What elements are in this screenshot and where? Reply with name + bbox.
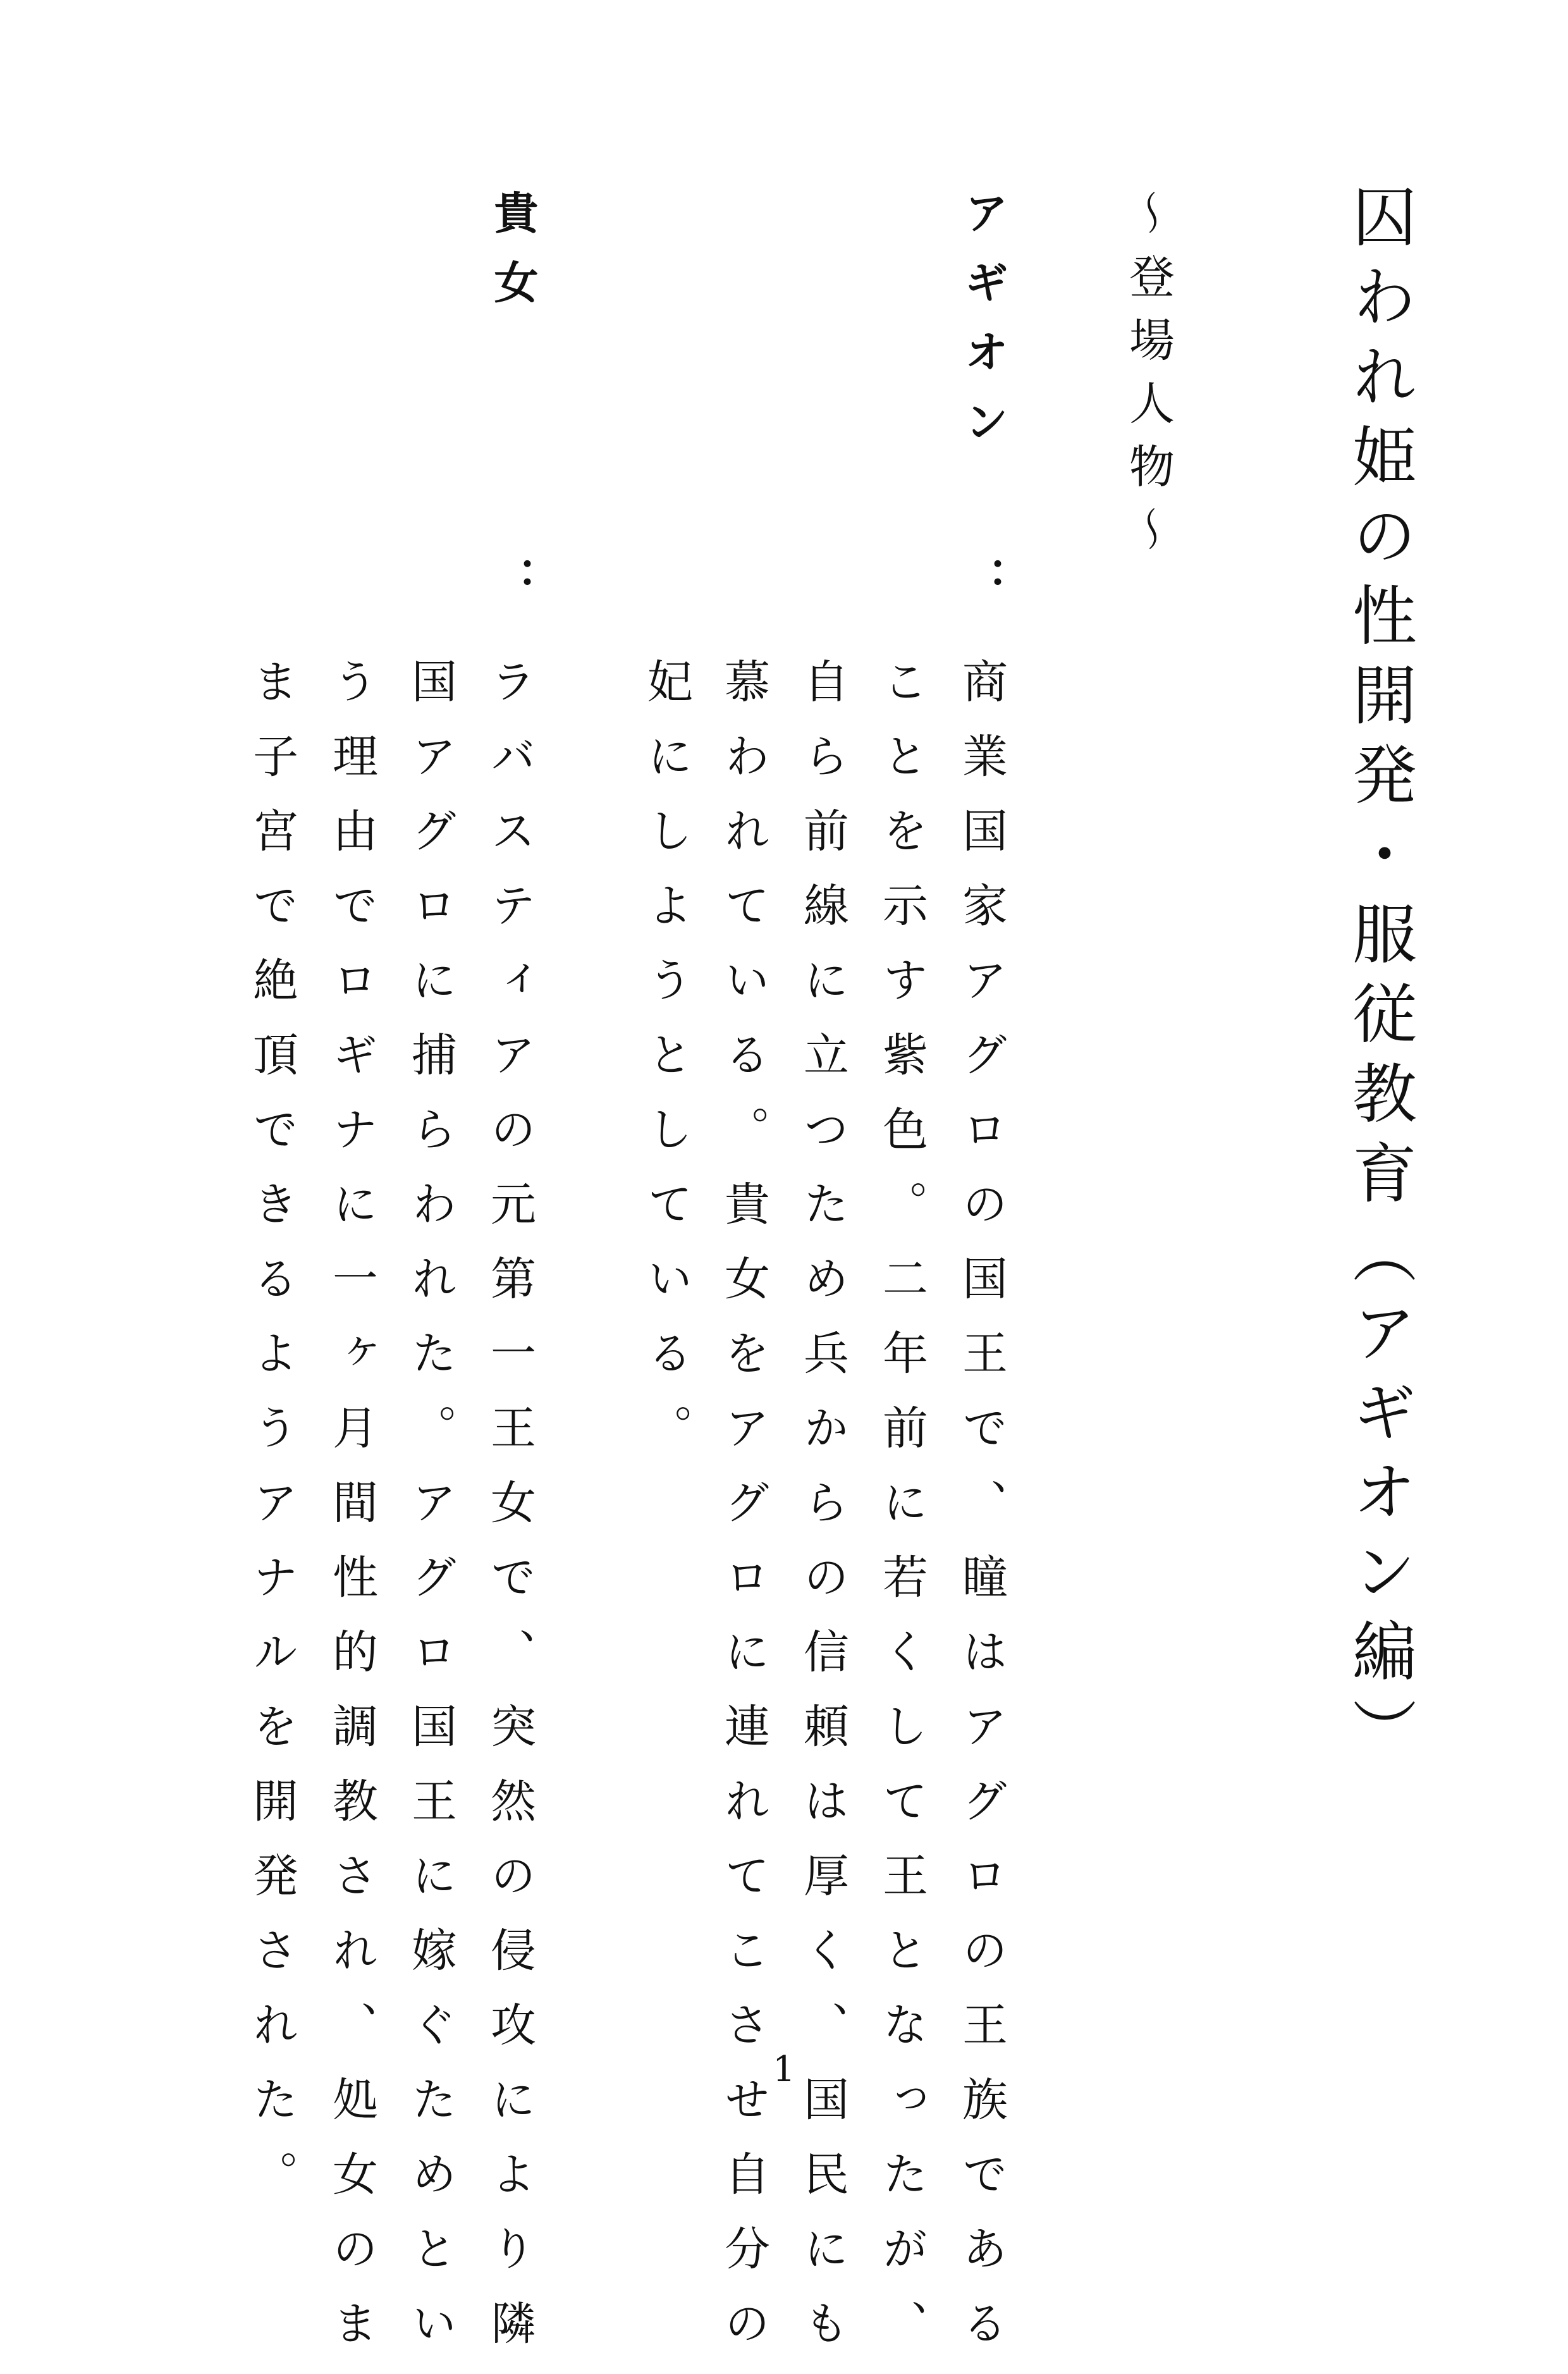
character-name: アギオン <box>957 190 1010 468</box>
page-number: 1 <box>773 2049 795 2090</box>
character-description-line: 慕われている。貴女をアグロに連れてこさせ自分の <box>717 658 770 2374</box>
character-separator: ： <box>487 557 539 601</box>
character-description-line: ま子宮で絶頂できるようアナルを開発された。 <box>245 658 298 2225</box>
character-description-line: ラバスティアの元第一王女で、突然の侵攻により隣 <box>483 658 536 2374</box>
character-name: 貴女 <box>487 190 539 329</box>
character-description-line: 国アグロに捕らわれた。アグロ国王に嫁ぐためとい <box>404 658 457 2374</box>
character-description-line: う理由でロギナに一ヶ月間性的調教され、処女のま <box>325 658 378 2374</box>
character-description-line: 自ら前線に立つため兵からの信頼は厚く、国民にも <box>796 658 849 2374</box>
character-description-line: 妃にしようとしている。 <box>640 658 693 1479</box>
document-title: 囚われ姫の性開発・服従教育（アギオン編） <box>1342 183 1417 1777</box>
section-heading: ～登場人物～ <box>1122 190 1175 569</box>
character-description-line: ことを示す紫色。二年前に若くして王となったが、 <box>875 658 928 2374</box>
character-separator: ： <box>957 557 1010 601</box>
character-description-line: 商業国家アグロの国王で、瞳はアグロの王族である <box>955 658 1008 2374</box>
